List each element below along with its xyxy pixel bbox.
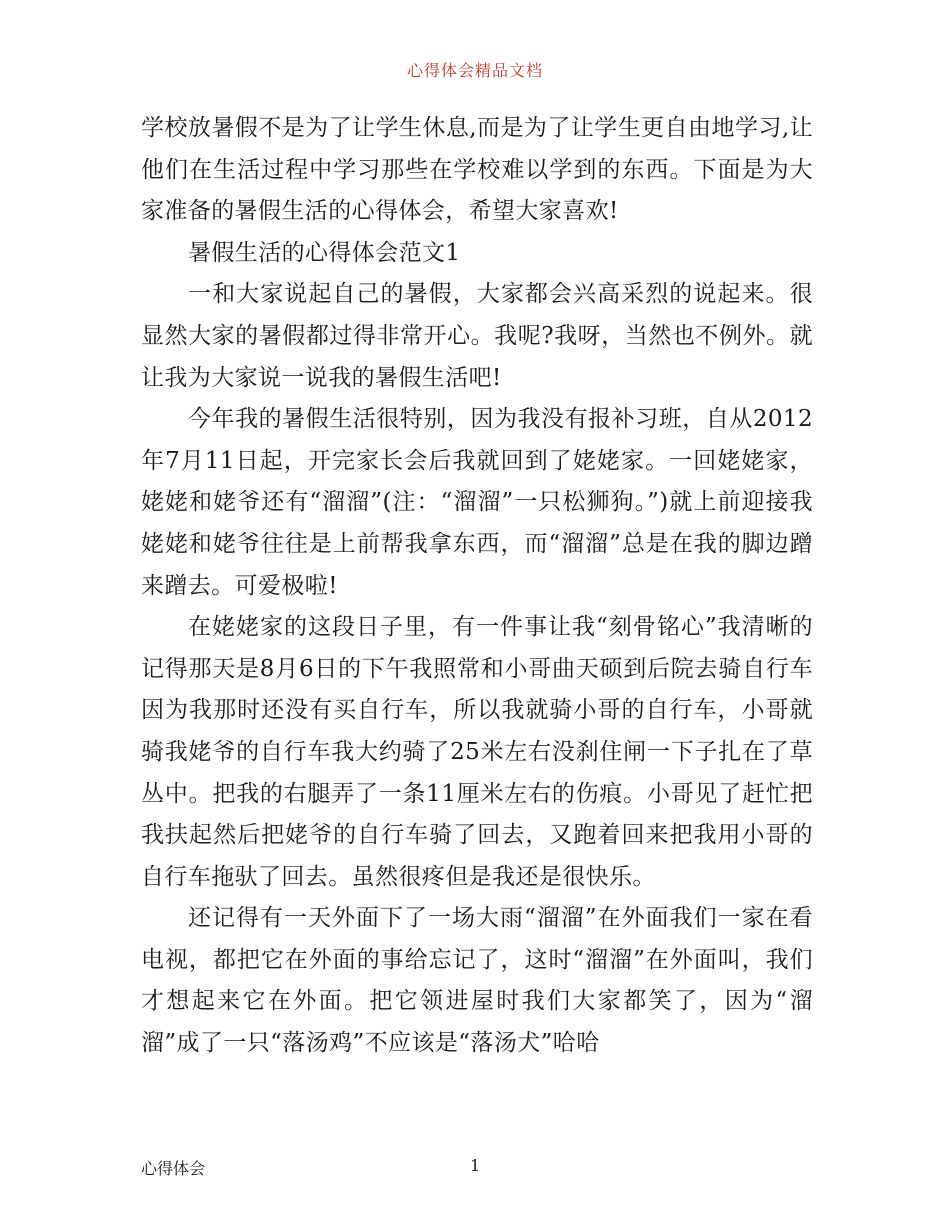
page-number: 1 <box>470 1156 481 1175</box>
paragraph: 今年我的暑假生活很特别，因为我没有报补习班，自从2012年7月11日起，开完家长会后我就回到了姥姥家。一回姥姥家，姥姥和姥爷还有“溜溜”(注：“溜溜”一只松狮狗。”)就上前迎接我姥姥和姥爷往往是上前帮我拿东西，而“溜溜”总是在我的脚边蹭来蹭去。可爱极啦! <box>141 406 813 599</box>
paragraph: 一和大家说起自己的暑假，大家都会兴高采烈的说起来。很显然大家的暑假都过得非常开心。我呢?我呀，当然也不例外。就让我为大家说一说我的暑假生活吧! <box>141 281 813 391</box>
footer-label: 心得体会 <box>141 1159 206 1178</box>
document-body <box>141 108 813 1065</box>
header-title: 心得体会精品文档 <box>406 61 543 80</box>
paragraph: 在姥姥家的这段日子里，有一件事让我“刻骨铭心”我清晰的记得那天是8月6日的下午我照常和小哥曲天硕到后院去骑自行车因为我那时还没有买自行车，所以我就骑小哥的自行车，小哥就骑我姥爷的自行车我大约骑了25米左右没刹住闸一下子扎在了草丛中。把我的右腿弄了一条11厘米左右的伤痕。小哥见了赶忙把我扶起然后把姥爷的自行车骑了回去，又跑着回来把我用小哥的自行车拖驮了回去。虽然很疼但是我还是很快乐。 <box>141 614 813 890</box>
paragraph: 还记得有一天外面下了一场大雨“溜溜”在外面我们一家在看电视，都把它在外面的事给忘记了，这时“溜溜”在外面叫，我们才想起来它在外面。把它领进屋时我们大家都笑了，因为“溜溜”成了一只“落汤鸡”不应该是“落汤犬”哈哈 <box>141 905 813 1057</box>
section-heading: 暑假生活的心得体会范文1 <box>188 239 461 266</box>
paragraph-intro: 学校放暑假不是为了让学生休息,而是为了让学生更自由地学习,让他们在生活过程中学习那些在学校难以学到的东西。下面是为大家准备的暑假生活的心得体会，希望大家喜欢! <box>141 115 813 225</box>
